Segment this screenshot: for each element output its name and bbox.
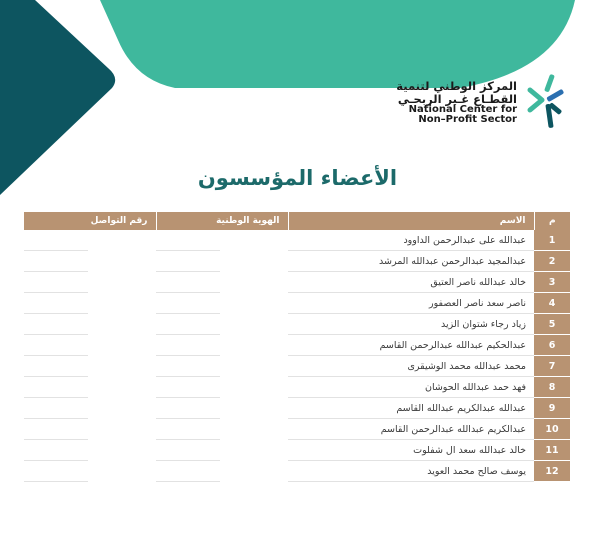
national-id-cell [156, 377, 288, 398]
table-header-row [24, 212, 570, 230]
contact-cell [24, 356, 156, 377]
table-row [24, 377, 570, 398]
contact-cell [24, 419, 156, 440]
contact-cell [24, 230, 156, 251]
logo-english-line2: Non–Profit Sector [418, 114, 517, 126]
header-national-id: الهوية الوطنية [156, 212, 288, 230]
member-name: عبدالحكيم عبدالله عبدالرحمن القاسم [288, 335, 534, 356]
table-row [24, 230, 570, 251]
logo-arabic-line1: المركز الوطني لتنمية [396, 79, 517, 94]
national-id-cell [156, 398, 288, 419]
member-name: عبدالمجيد عبدالرحمن عبدالله المرشد [288, 251, 534, 272]
row-number: 1 [534, 230, 570, 251]
member-name: عبدالله على عبدالرحمن الداوود [288, 230, 534, 251]
row-number: 4 [534, 293, 570, 314]
header-num: م [534, 212, 570, 230]
logo-mark-icon [527, 72, 573, 134]
table-row [24, 419, 570, 440]
table-row [24, 251, 570, 272]
header-contact: رقم التواصل [24, 212, 156, 230]
header-name: الاسم [288, 212, 534, 230]
contact-cell [24, 251, 156, 272]
row-number: 6 [534, 335, 570, 356]
contact-cell [24, 272, 156, 293]
national-id-cell [156, 293, 288, 314]
national-id-cell [156, 461, 288, 482]
page-title: الأعضاء المؤسسون [197, 166, 398, 190]
contact-cell [24, 314, 156, 335]
table-row [24, 335, 570, 356]
member-name: عبدالكريم عبدالله عبدالرحمن القاسم [288, 419, 534, 440]
table-row [24, 356, 570, 377]
row-number: 10 [534, 419, 570, 440]
national-id-cell [156, 230, 288, 251]
table-row [24, 461, 570, 482]
row-number: 3 [534, 272, 570, 293]
row-number: 11 [534, 440, 570, 461]
contact-cell [24, 440, 156, 461]
table-row [24, 398, 570, 419]
ncnp-logo [396, 72, 573, 134]
table-row [24, 440, 570, 461]
member-name: عبدالله عبدالكريم عبدالله القاسم [288, 398, 534, 419]
table-row [24, 293, 570, 314]
national-id-cell [156, 356, 288, 377]
national-id-cell [156, 419, 288, 440]
contact-cell [24, 335, 156, 356]
member-name: خالد عبدالله سعد ال شفلوت [288, 440, 534, 461]
national-id-cell [156, 440, 288, 461]
member-name: ناصر سعد ناصر العصفور [288, 293, 534, 314]
row-number: 7 [534, 356, 570, 377]
member-name: فهد حمد عبدالله الحوشان [288, 377, 534, 398]
founding-members-table [24, 212, 570, 482]
national-id-cell [156, 335, 288, 356]
member-name: خالد عبدالله ناصر العتيق [288, 272, 534, 293]
national-id-cell [156, 272, 288, 293]
logo-english-line1: National Center for [408, 103, 517, 115]
table-row [24, 272, 570, 293]
contact-cell [24, 377, 156, 398]
row-number: 9 [534, 398, 570, 419]
national-id-cell [156, 251, 288, 272]
row-number: 5 [534, 314, 570, 335]
contact-cell [24, 461, 156, 482]
row-number: 12 [534, 461, 570, 482]
table-row [24, 314, 570, 335]
member-name: محمد عبدالله محمد الوشيقرى [288, 356, 534, 377]
row-number: 8 [534, 377, 570, 398]
logo-arabic-line2: القطـاع غـير الربحـي [397, 91, 517, 106]
member-name: زياد رجاء شتوان الزيد [288, 314, 534, 335]
logo-text [396, 80, 517, 125]
contact-cell [24, 293, 156, 314]
contact-cell [24, 398, 156, 419]
row-number: 2 [534, 251, 570, 272]
national-id-cell [156, 314, 288, 335]
member-name: يوسف صالح محمد العويد [288, 461, 534, 482]
